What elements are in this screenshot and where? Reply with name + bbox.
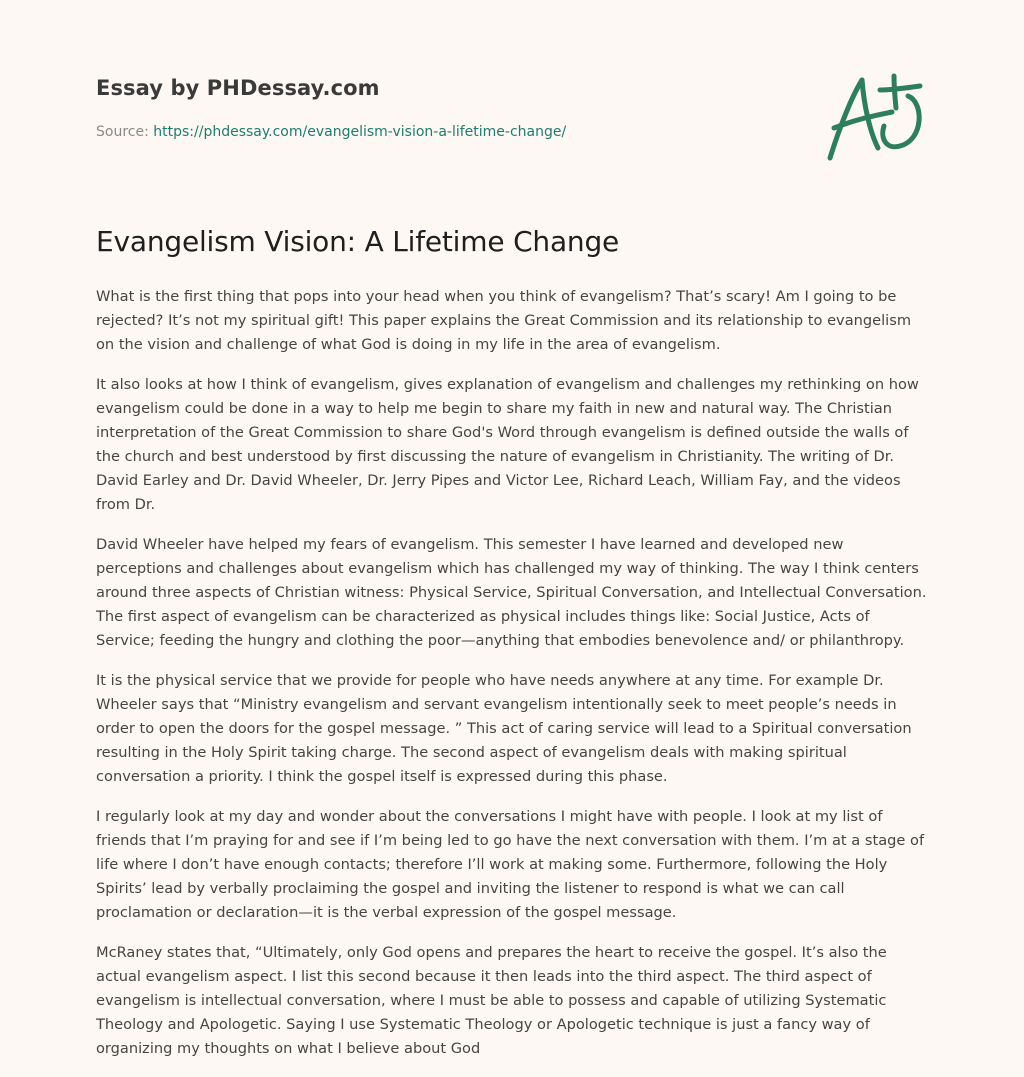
source-label: Source: <box>96 124 149 140</box>
site-brand: Essay by PHDessay.com <box>96 76 380 100</box>
essay-paragraph: What is the first thing that pops into your head when you think of evangelism? That’s scary! Am I going to be rejected? It’s not my spiritual gift! This paper explains the Great Commission and its relationship to evangelism on the vision and challenge of what God is doing in my life in the area of evangelism. <box>96 288 912 353</box>
a-plus-logo-svg <box>820 66 928 166</box>
essay-paragraph: It also looks at how I think of evangelism, gives explanation of evangelism and challenges my rethinking on how evangelism could be done in a way to help me begin to share my faith in new and natural way. The Christian interpretation of the Great Commission to share God's Word through evangelism is defined outside the walls of the church and best understood by first discussing the nature of evangelism in Christianity. The writing of Dr. David Earley and Dr. David Wheeler, Dr. Jerry Pipes and Victor Lee, Richard Leach, William Fay, and the videos from Dr. <box>96 376 919 513</box>
essay-title: Evangelism Vision: A Lifetime Change <box>96 225 620 258</box>
source-line <box>96 124 566 140</box>
essay-paragraph: It is the physical service that we provide for people who have needs anywhere at any time. For example Dr. Wheeler says that “Ministry evangelism and servant evangelism intentionally seek to meet people’s needs in order to open the doors for the gospel message. ” This act of caring service will lead to a Spiritual conversation resulting in the Holy Spirit taking charge. The second aspect of evangelism deals with making spiritual conversation a priority. I think the gospel itself is expressed during this phase. <box>96 672 912 785</box>
a-plus-grade-icon <box>820 66 928 166</box>
essay-paragraph: I regularly look at my day and wonder about the conversations I might have with people. I look at my list of friends that I’m praying for and see if I’m being led to go have the next conversation with them. I’m at a stage of life where I don’t have enough contacts; therefore I’ll work at making some. Furthermore, following the Holy Spirits’ lead by verbally proclaiming the gospel and inviting the listener to respond is what we can call proclamation or declaration—it is the verbal expression of the gospel message. <box>96 808 925 921</box>
source-link[interactable]: https://phdessay.com/evangelism-vision-a-lifetime-change/ <box>153 124 567 140</box>
essay-body <box>96 285 930 1077</box>
essay-paragraph: McRaney states that, “Ultimately, only God opens and prepares the heart to receive the gospel. It’s also the actual evangelism aspect. I list this second because it then leads into the third aspect. The third aspect of evangelism is intellectual conversation, where I must be able to possess and capable of utilizing Systematic Theology and Apologetic. Saying I use Systematic Theology or Apologetic technique is just a fancy way of organizing my thoughts on what I believe about God <box>96 944 887 1057</box>
essay-paragraph: David Wheeler have helped my fears of evangelism. This semester I have learned and developed new perceptions and challenges about evangelism which has challenged my way of thinking. The way I think centers around three aspects of Christian witness: Physical Service, Spiritual Conversation, and Intellectual Conversation. The first aspect of evangelism can be characterized as physical includes things like: Social Justice, Acts of Service; feeding the hungry and clothing the poor—anything that embodies benevolence and/ or philanthropy. <box>96 536 927 649</box>
